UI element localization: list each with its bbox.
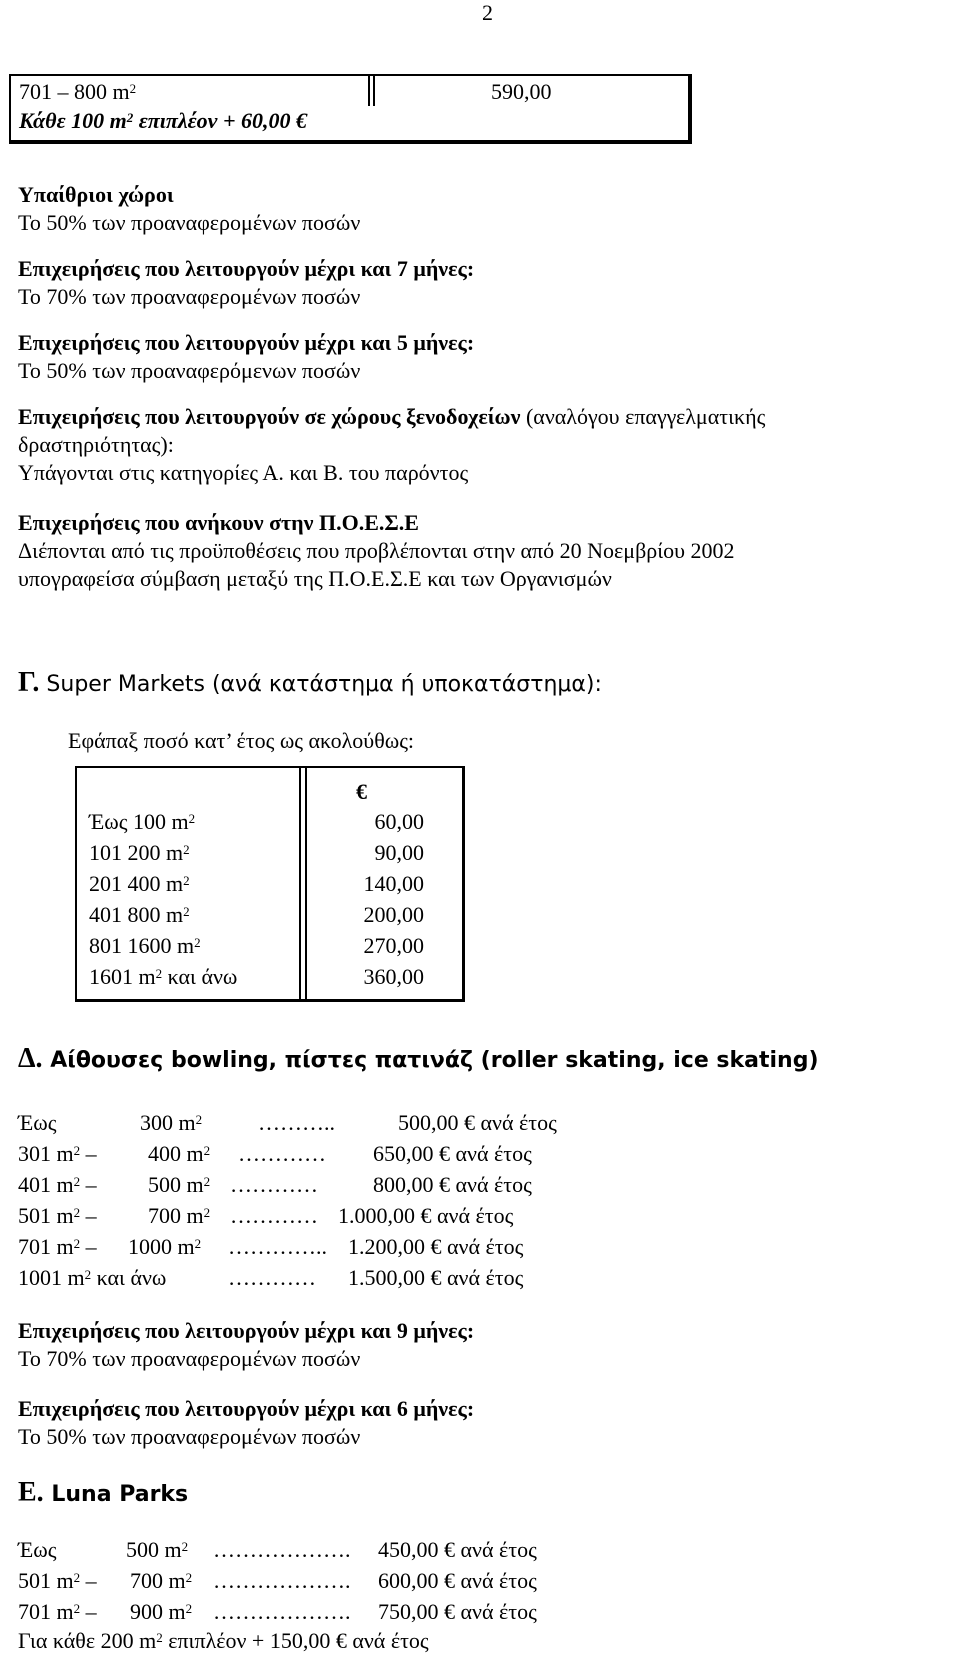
- bowling-row: Έως: [18, 1110, 57, 1135]
- bowling-row: 301 $m^2$ –: [18, 1141, 97, 1166]
- luna-row: Έως: [18, 1537, 57, 1562]
- luna-row-dots: ……………….: [213, 1568, 351, 1593]
- six-months-heading: Επιχειρήσεις που λειτουργούν μέχρι και 6 μήνες:: [18, 1396, 475, 1421]
- luna-row-price: 750,00 € ανά έτος: [378, 1599, 537, 1624]
- table-row: 1601 $m^2$ και άνω 360,00: [89, 964, 424, 989]
- supermarket-price-table: [75, 766, 465, 1002]
- table-row: 101 200 $m^2$ 90,00: [89, 840, 424, 865]
- bowling-row-price: 1.200,00 € ανά έτος: [348, 1234, 524, 1259]
- hotels-line2: δραστηριότητας):: [18, 432, 174, 457]
- table-row-value: 590,00: [491, 79, 552, 104]
- bowling-row: 501 $m^2$ –: [18, 1203, 97, 1228]
- bowling-row: 1001 $m^2$ και άνω: [18, 1265, 167, 1290]
- table-row: Έως 100 $m^2$ 60,00: [89, 809, 424, 834]
- luna-row-size: 900 $m^2$: [130, 1599, 193, 1624]
- nine-months-text: Το 70% των προαναφερομένων ποσών: [18, 1346, 361, 1371]
- luna-row-price: 450,00 € ανά έτος: [378, 1537, 537, 1562]
- six-months-text: Το 50% των προαναφερομένων ποσών: [18, 1424, 361, 1449]
- bowling-row-size: 700 $m^2$: [148, 1203, 211, 1228]
- poesa-heading: Επιχειρήσεις που ανήκουν στην Π.Ο.Ε.Σ.Ε: [18, 510, 419, 535]
- bowling-row-dots: …………: [238, 1141, 326, 1166]
- bowling-row-dots: …………..: [228, 1234, 327, 1259]
- five-months-heading: Επιχειρήσεις που λειτουργούν μέχρι και 5 μήνες:: [18, 330, 475, 355]
- luna-row-size: 700 $m^2$: [130, 1568, 193, 1593]
- bowling-row: 701 $m^2$ –: [18, 1234, 97, 1259]
- top-price-table: [9, 74, 692, 144]
- bowling-row-dots: …………: [230, 1172, 318, 1197]
- luna-row: 701 $m^2$ –: [18, 1599, 97, 1624]
- section-g-intro: Εφάπαξ ποσό κατ’ έτος ως ακολούθως:: [68, 728, 415, 753]
- page-number: 2: [482, 0, 493, 25]
- outdoor-text: Το 50% των προαναφερομένων ποσών: [18, 210, 361, 235]
- table-header-row: €: [356, 779, 367, 804]
- outdoor-heading: Υπαίθριοι χώροι: [18, 182, 174, 207]
- poesa-line2: υπογραφείσα σύμβαση μεταξύ της Π.Ο.Ε.Σ.Ε και των Οργανισμών: [18, 566, 612, 591]
- bowling-row-price: 800,00 € ανά έτος: [373, 1172, 532, 1197]
- luna-row: 501 $m^2$ –: [18, 1568, 97, 1593]
- hotels-line3: Υπάγονται στις κατηγορίες Α. και Β. του παρόντος: [18, 460, 469, 485]
- table-row-range: 701 – 800 $m^2$: [19, 79, 137, 104]
- bowling-row-size: 300 $m^2$: [140, 1110, 203, 1135]
- bowling-row-price: 1.500,00 € ανά έτος: [348, 1265, 524, 1290]
- bowling-row: 401 $m^2$ –: [18, 1172, 97, 1197]
- five-months-text: Το 50% των προαναφερόμενων ποσών: [18, 358, 361, 383]
- section-e-title: Ε. Luna Parks: [18, 1477, 189, 1508]
- luna-row-size: 500 $m^2$: [126, 1537, 189, 1562]
- bowling-row-dots: ………..: [258, 1110, 335, 1135]
- section-g-title: Γ. Super Markets (ανά κατάστημα ή υποκατάστημα):: [18, 667, 602, 698]
- bowling-row-dots: …………: [230, 1203, 318, 1228]
- bowling-row-size: 500 $m^2$: [148, 1172, 211, 1197]
- table-row: 801 1600 $m^2$ 270,00: [89, 933, 424, 958]
- table-divider: [368, 76, 375, 106]
- luna-extra-line: Για κάθε 200 $m^2$ επιπλέον + 150,00 € ανά έτος: [18, 1628, 429, 1653]
- seven-months-heading: Επιχειρήσεις που λειτουργούν μέχρι και 7 μήνες:: [18, 256, 475, 281]
- bowling-row-size: 1000 $m^2$: [128, 1234, 202, 1259]
- luna-row-price: 600,00 € ανά έτος: [378, 1568, 537, 1593]
- nine-months-heading: Επιχειρήσεις που λειτουργούν μέχρι και 9 μήνες:: [18, 1318, 475, 1343]
- table-row-extra: Κάθε 100 $m^2$ επιπλέον + 60,00 €: [19, 108, 307, 133]
- luna-row-dots: ……………….: [213, 1537, 351, 1562]
- table-row: 401 800 $m^2$ 200,00: [89, 902, 424, 927]
- bowling-row-price: 1.000,00 € ανά έτος: [338, 1203, 514, 1228]
- luna-row-dots: ……………….: [213, 1599, 351, 1624]
- bowling-row-price: 500,00 € ανά έτος: [398, 1110, 557, 1135]
- bowling-row-price: 650,00 € ανά έτος: [373, 1141, 532, 1166]
- section-d-title: Δ. Αίθουσες bowling, πίστες πατινάζ (roller skating, ice skating): [18, 1043, 819, 1074]
- bowling-row-size: 400 $m^2$: [148, 1141, 211, 1166]
- seven-months-text: Το 70% των προαναφερομένων ποσών: [18, 284, 361, 309]
- table-row: 201 400 $m^2$ 140,00: [89, 871, 424, 896]
- bowling-row-dots: …………: [228, 1265, 316, 1290]
- poesa-line1: Διέπονται από τις προϋποθέσεις που προβλέπονται στην από 20 Νοεμβρίου 2002: [18, 538, 735, 563]
- hotels-heading: Επιχειρήσεις που λειτουργούν σε χώρους ξενοδοχείων (αναλόγου επαγγελματικής: [18, 404, 766, 429]
